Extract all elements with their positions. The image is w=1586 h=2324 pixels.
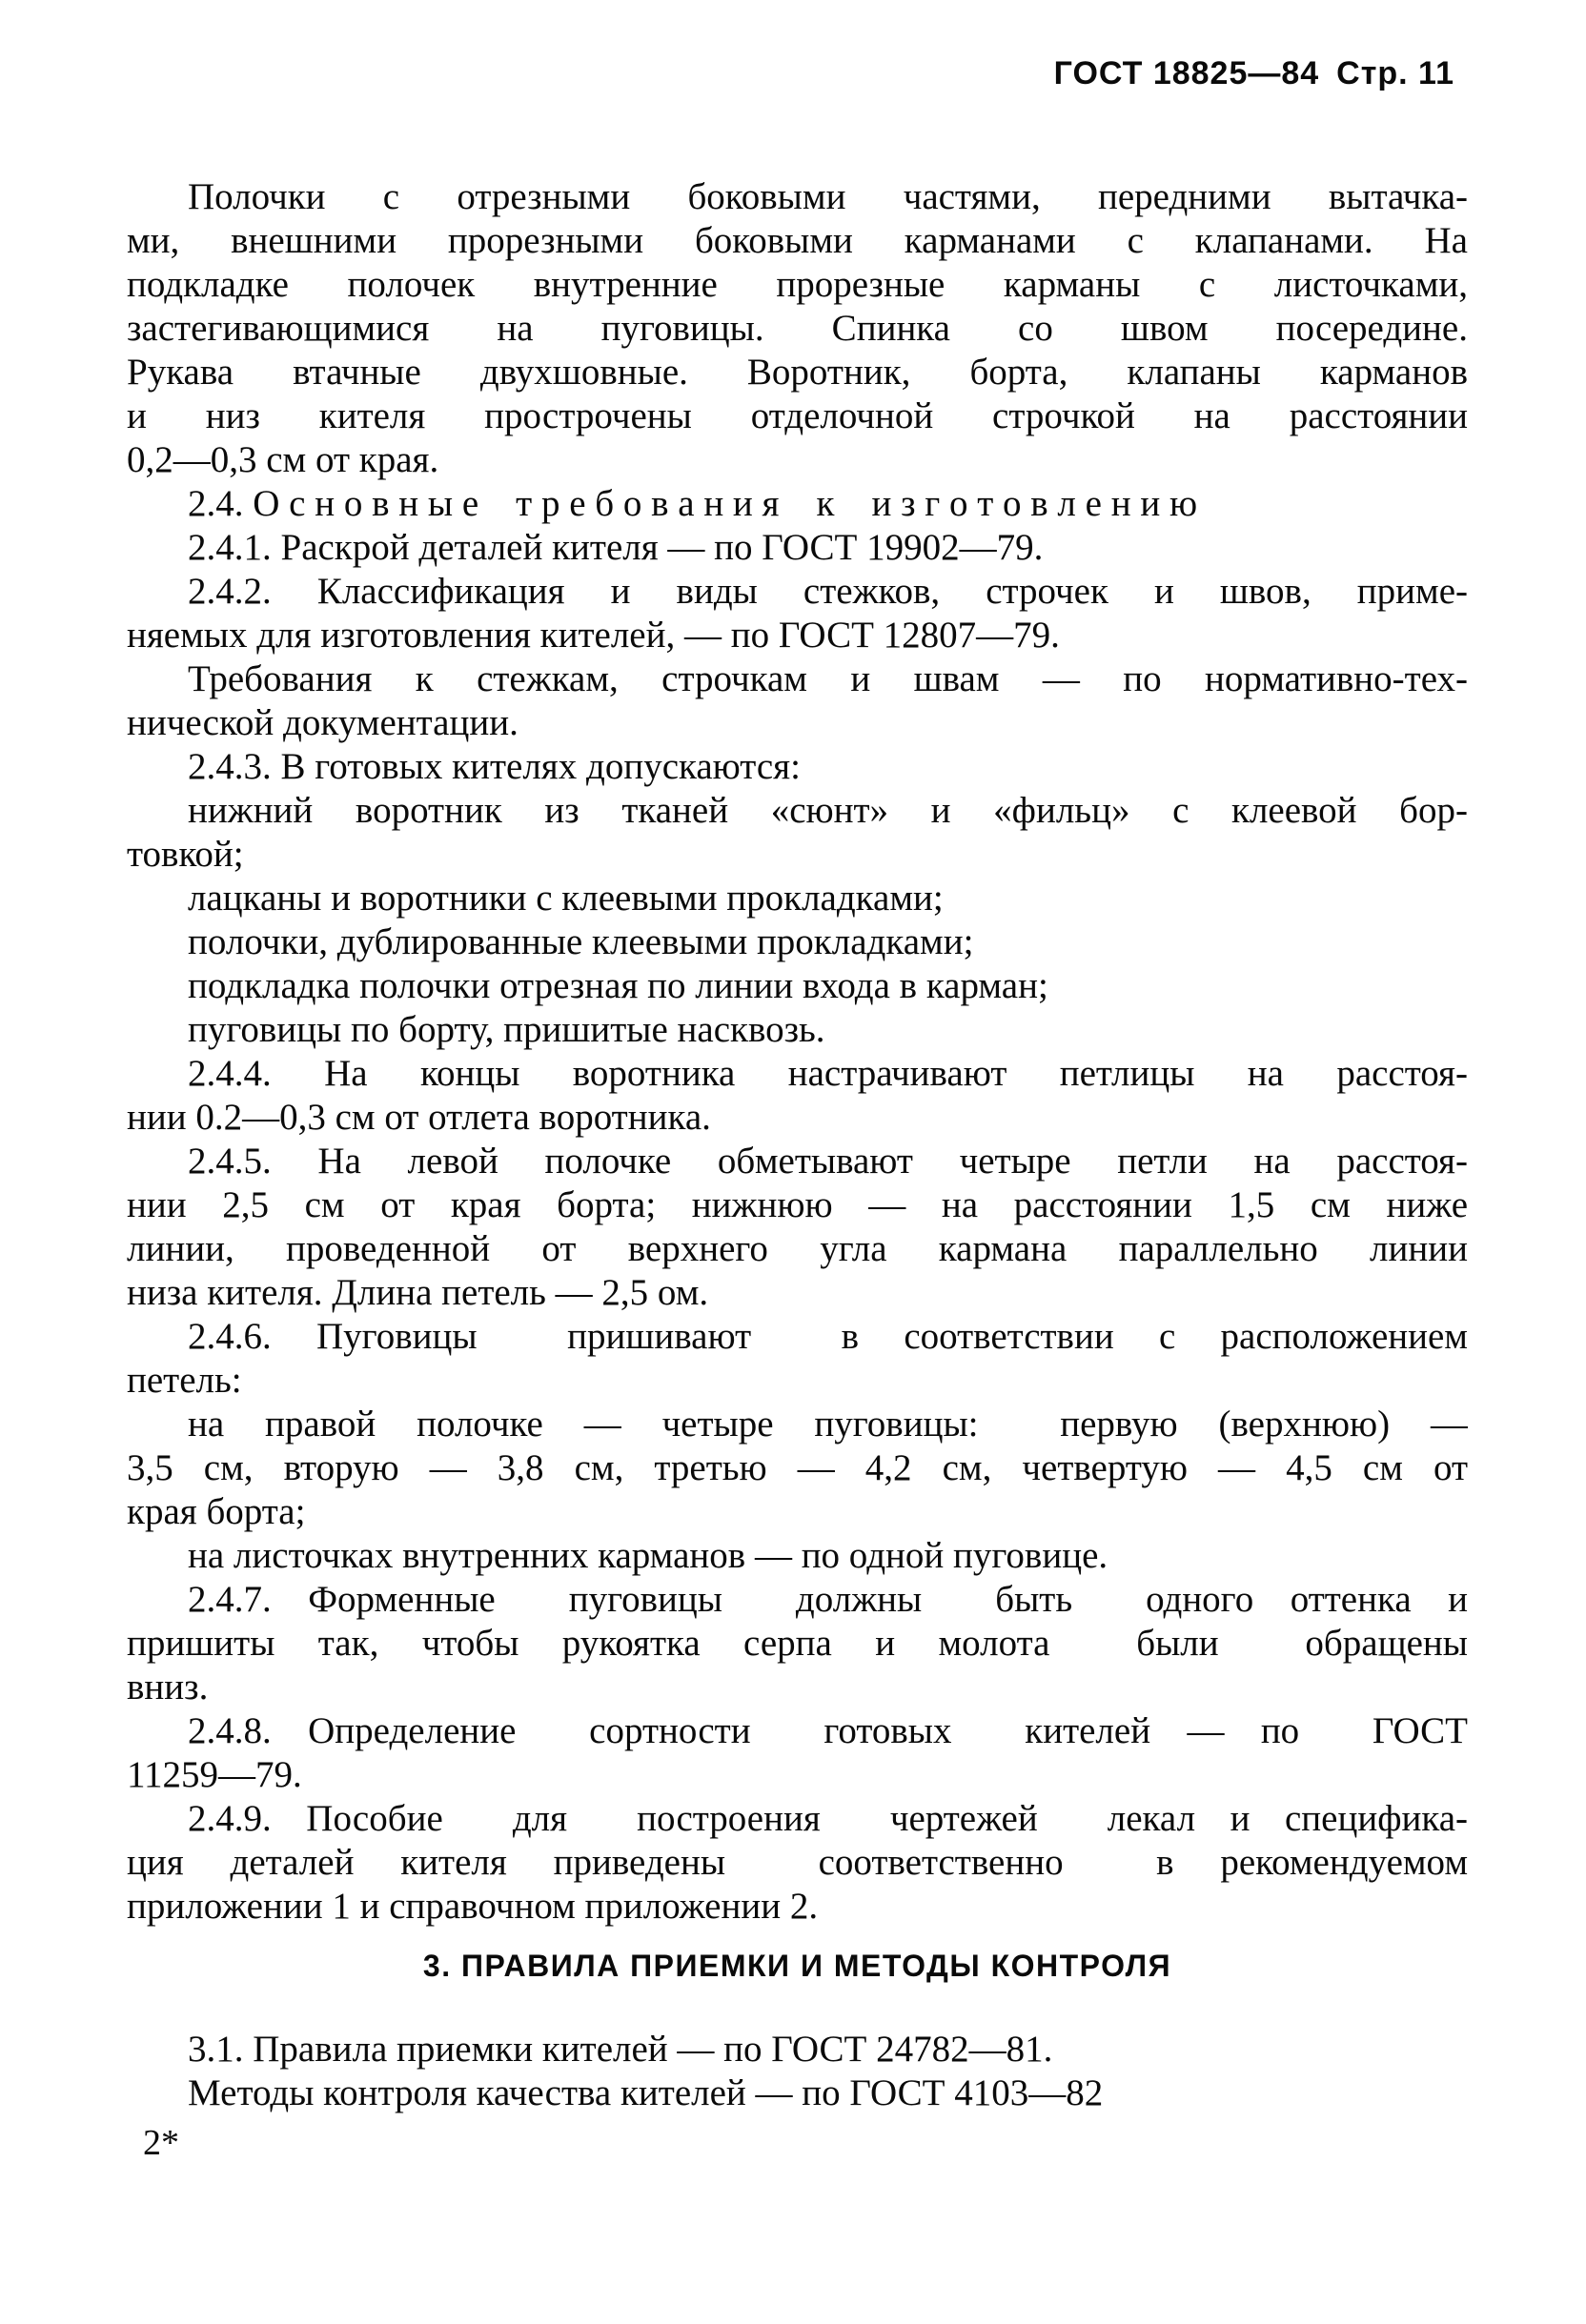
text-line: на правой полочке — четыре пуговицы: первую (верхнюю) — <box>188 1404 1468 1445</box>
text-line: нической документации. <box>127 702 518 743</box>
text-line: нии 2,5 см от края борта; нижнюю — на расстоянии 1,5 см ниже <box>127 1184 1468 1225</box>
text-line: подкладке полочек внутренние прорезные карманы с листочками, <box>127 264 1468 305</box>
section-heading: 3. ПРАВИЛА ПРИЕМКИ И МЕТОДЫ КОНТРОЛЯ <box>422 1949 1172 1983</box>
text-line: края борта; <box>127 1491 306 1532</box>
body-paragraphs <box>127 175 1468 1929</box>
page-header: ГОСТ 18825—84 Стр. 11 <box>1053 55 1454 91</box>
text-block <box>127 175 1468 2115</box>
text-line: 2.4.4. На концы воротника настрачивают петлицы на расстоя- <box>188 1053 1468 1094</box>
text-line: подкладка полочки отрезная по линии входа в карман; <box>188 965 1048 1006</box>
text-line: 2.4.5. На левой полочке обметывают четыре петли на расстоя- <box>188 1141 1468 1182</box>
text-line: полочки, дублированные клеевыми прокладками; <box>188 921 974 962</box>
text-line: на листочках внутренних карманов — по одной пуговице. <box>188 1535 1108 1576</box>
text-line: 0,2—0,3 см от края. <box>127 439 439 480</box>
text-line: Методы контроля качества кителей — по ГОСТ 4103—82 <box>188 2072 1104 2113</box>
text-line: 3.1. Правила приемки кителей — по ГОСТ 24782—81. <box>188 2029 1053 2070</box>
text-line: ция деталей кителя приведены соответственно в рекомендуемом <box>127 1842 1468 1883</box>
text-line: 2.4.8. Определение сортности готовых кителей — по ГОСТ <box>188 1710 1468 1751</box>
footer-page-marker: 2* <box>143 2123 179 2163</box>
text-line: лацканы и воротники с клеевыми прокладками; <box>188 878 944 919</box>
text-line: 2.4.2. Классификация и виды стежков, строчек и швов, приме- <box>188 571 1468 612</box>
section-paragraphs <box>127 2028 1468 2115</box>
text-line: пришиты так, чтобы рукоятка серпа и молота были обращены <box>127 1623 1468 1664</box>
text-line: няемых для изготовления кителей, — по ГОСТ 12807—79. <box>127 615 1060 656</box>
text-line: низа кителя. Длина петель — 2,5 ом. <box>127 1272 709 1313</box>
text-line: приложении 1 и справочном приложении 2. <box>127 1886 819 1927</box>
text-line: ми, внешними прорезными боковыми карманами с клапанами. На <box>127 220 1468 261</box>
text-line: 2.4.7. Форменные пуговицы должны быть одного оттенка и <box>188 1579 1468 1620</box>
text-line: Полочки с отрезными боковыми частями, передними вытачка- <box>188 176 1468 217</box>
text-line: и низ кителя прострочены отделочной строчкой на расстоянии <box>127 395 1468 436</box>
text-line: 2.4.9. Пособие для построения чертежей лекал и специфика- <box>188 1798 1468 1839</box>
text-line: вниз. <box>127 1667 209 1708</box>
text-line: Рукава втачные двухшовные. Воротник, борта, клапаны карманов <box>127 352 1468 393</box>
text-line: пуговицы по борту, пришитые насквозь. <box>188 1009 825 1050</box>
text-line: 2.4. О с н о в н ы е т р е б о в а н и я к и з г о т о в л е н и ю <box>188 483 1198 524</box>
text-line: 2.4.6. Пуговицы пришивают в соответствии с расположением <box>188 1316 1468 1357</box>
text-line: 2.4.1. Раскрой деталей кителя — по ГОСТ 19902—79. <box>188 527 1044 568</box>
text-line: Требования к стежкам, строчкам и швам — по нормативно-тех- <box>188 658 1468 699</box>
text-line: линии, проведенной от верхнего угла кармана параллельно линии <box>127 1228 1468 1269</box>
text-line: товкой; <box>127 834 244 875</box>
text-line: застегивающимися на пуговицы. Спинка со швом посередине. <box>127 308 1468 349</box>
text-line: 3,5 см, вторую — 3,8 см, третью — 4,2 см, четвертую — 4,5 см от <box>127 1447 1468 1488</box>
text-line: петель: <box>127 1360 242 1401</box>
text-line: 11259—79. <box>127 1754 302 1795</box>
text-line: нижний воротник из тканей «сюнт» и «фильц» с клеевой бор- <box>188 790 1468 831</box>
text-line: нии 0.2—0,3 см от отлета воротника. <box>127 1097 711 1138</box>
text-line: 2.4.3. В готовых кителях допускаются: <box>188 746 801 787</box>
